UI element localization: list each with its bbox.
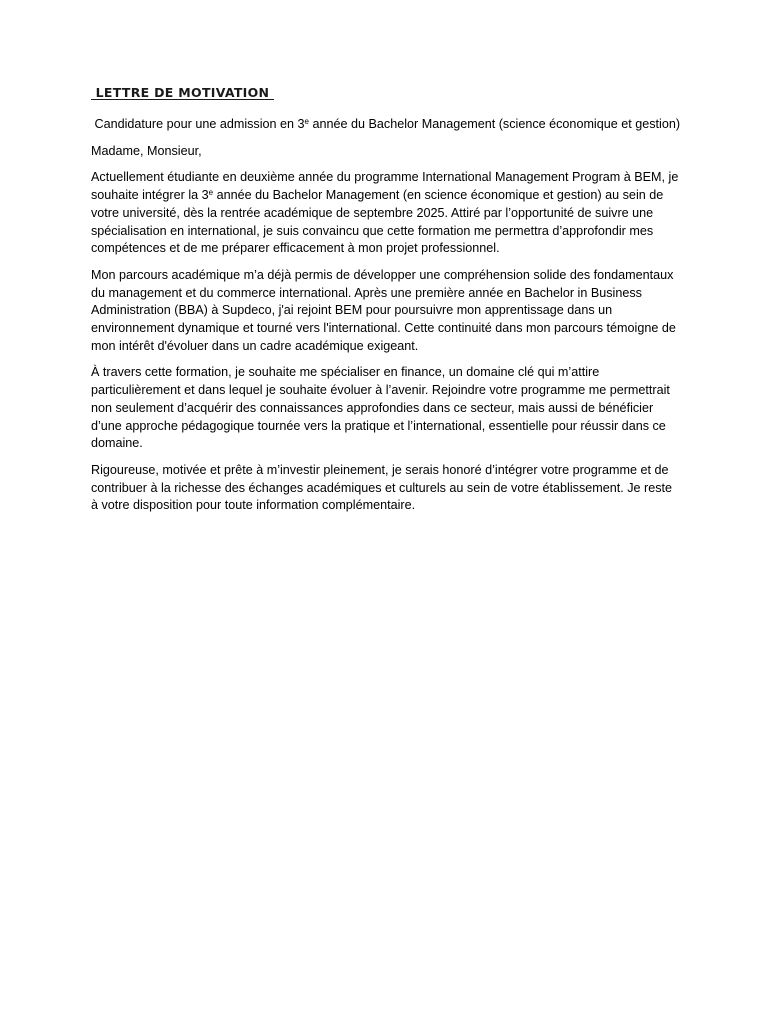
paragraph-introduction bbox=[91, 169, 681, 258]
subject-ordinal-superscript: e bbox=[304, 117, 309, 126]
paragraph-academic-background: Mon parcours académique m’a déjà permis de développer une compréhension solide des fondamentaux du management et du commerce international. Après une première année en Bachelor in Business Administration (BBA) à Supdeco, j'ai rejoint BEM pour poursuivre mon apprentissage dans un environnement dynamique et tourné vers l'international. Cette continuité dans mon parcours témoigne de mon intérêt d'évoluer dans un cadre académique exigeant. bbox=[91, 267, 676, 353]
subject-text-end: année du Bachelor Management (science économique et gestion) bbox=[309, 117, 681, 131]
letter-title: LETTRE DE MOTIVATION bbox=[91, 85, 274, 100]
paragraph-specialization: À travers cette formation, je souhaite me spécialiser en finance, un domaine clé qui m’attire particulièrement et dans lequel je souhaite évoluer à l’avenir. Rejoindre votre programme me permettrait non seulement d’acquérir des connaissances approfondies dans ce secteur, mais aussi de bénéficier d’une approche pédagogique tournée vers la pratique et l’international, essentielle pour réussir dans ce domaine. bbox=[91, 365, 670, 451]
letter-salutation: Madame, Monsieur, bbox=[91, 143, 202, 158]
letter-body bbox=[91, 84, 681, 524]
paragraph-introduction-end: année du Bachelor Management (en science économique et gestion) au sein de votre université, dès la rentrée académique de septembre 2025. Attiré par l’opportunité de suivre une spécialisation en international, je suis convaincu que cette formation me permettra d’approfondir mes compétences et de me préparer efficacement à mon projet professionnel. bbox=[91, 188, 664, 256]
paragraph-introduction-start: Actuellement étudiante en deuxième année du programme International Management Program à BEM, je souhaite intégrer la 3 bbox=[91, 170, 679, 203]
paragraph-introduction-ordinal-superscript: e bbox=[208, 188, 214, 198]
letter-subject bbox=[91, 116, 681, 134]
paragraph-closing: Rigoureuse, motivée et prête à m’investir pleinement, je serais honoré d’intégrer votre programme et de contribuer à la richesse des échanges académiques et culturels au sein de votre établissement. Je reste à votre disposition pour toute information complémentaire. bbox=[91, 462, 673, 513]
subject-text-start: Candidature pour une admission en 3 bbox=[91, 117, 305, 131]
